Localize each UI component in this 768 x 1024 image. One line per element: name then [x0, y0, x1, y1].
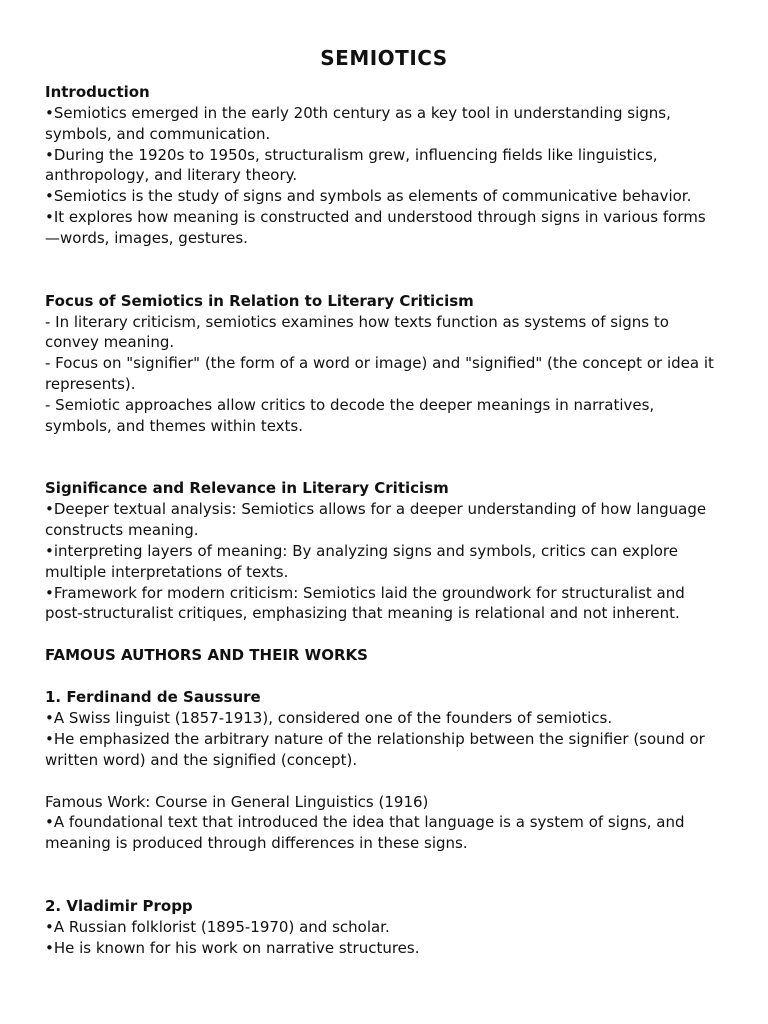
focus-item: - Semiotic approaches allow critics to decode the deeper meanings in narratives, symbols, and themes within texts. [45, 395, 655, 435]
introduction-bullet: •During the 1920s to 1950s, structuralism grew, influencing fields like linguistics, anthropology, and literary theory. [45, 145, 658, 185]
author-bullet: •He emphasized the arbitrary nature of the relationship between the signifier (sound or written word) and the signified (concept). [45, 729, 705, 769]
introduction-bullet: •It explores how meaning is constructed and understood through signs in various forms —words, images, gestures. [45, 207, 706, 247]
spacer [45, 854, 723, 896]
author-propp [45, 896, 723, 959]
significance-heading: Significance and Relevance in Literary Criticism [45, 479, 449, 498]
introduction-section [45, 82, 723, 249]
significance-bullet: •interpreting layers of meaning: By analyzing signs and symbols, critics can explore multiple interpretations of texts. [45, 541, 678, 581]
focus-section [45, 291, 723, 437]
introduction-heading: Introduction [45, 83, 150, 101]
spacer [45, 249, 723, 291]
significance-section [45, 478, 723, 624]
spacer [45, 771, 723, 792]
spacer [45, 624, 723, 645]
famous-authors-section [45, 645, 723, 958]
author-bullet: •He is known for his work on narrative structures. [45, 938, 420, 957]
spacer [45, 436, 723, 478]
author-heading: 2. Vladimir Propp [45, 896, 193, 915]
spacer [45, 666, 723, 687]
famous-work-line: Famous Work: Course in General Linguistics (1916) [45, 792, 429, 811]
significance-bullet: •Framework for modern criticism: Semiotics laid the groundwork for structuralist and post-structuralist critiques, emphasizing that meaning is relational and not inherent. [45, 583, 685, 623]
author-saussure [45, 687, 723, 854]
famous-work-bullet: •A foundational text that introduced the idea that language is a system of signs, and meaning is produced through differences in these signs. [45, 813, 685, 853]
introduction-bullet: •Semiotics is the study of signs and symbols as elements of communicative behavior. [45, 187, 692, 206]
famous-authors-heading: FAMOUS AUTHORS AND THEIR WORKS [45, 646, 368, 665]
author-bullet: •A Russian folklorist (1895-1970) and scholar. [45, 917, 390, 936]
significance-bullet: •Deeper textual analysis: Semiotics allows for a deeper understanding of how language constructs meaning. [45, 500, 707, 540]
focus-item: - Focus on "signifier" (the form of a word or image) and "signified" (the concept or idea it represents). [45, 354, 714, 393]
author-bullet: •A Swiss linguist (1857-1913), considered one of the founders of semiotics. [45, 709, 613, 728]
introduction-bullet: •Semiotics emerged in the early 20th century as a key tool in understanding signs, symbols, and communication. [45, 104, 671, 143]
document-title: SEMIOTICS [320, 46, 448, 70]
focus-heading: Focus of Semiotics in Relation to Literary Criticism [45, 291, 474, 310]
author-heading: 1. Ferdinand de Saussure [45, 688, 261, 707]
focus-item: - In literary criticism, semiotics examines how texts function as systems of signs to convey meaning. [45, 312, 669, 352]
